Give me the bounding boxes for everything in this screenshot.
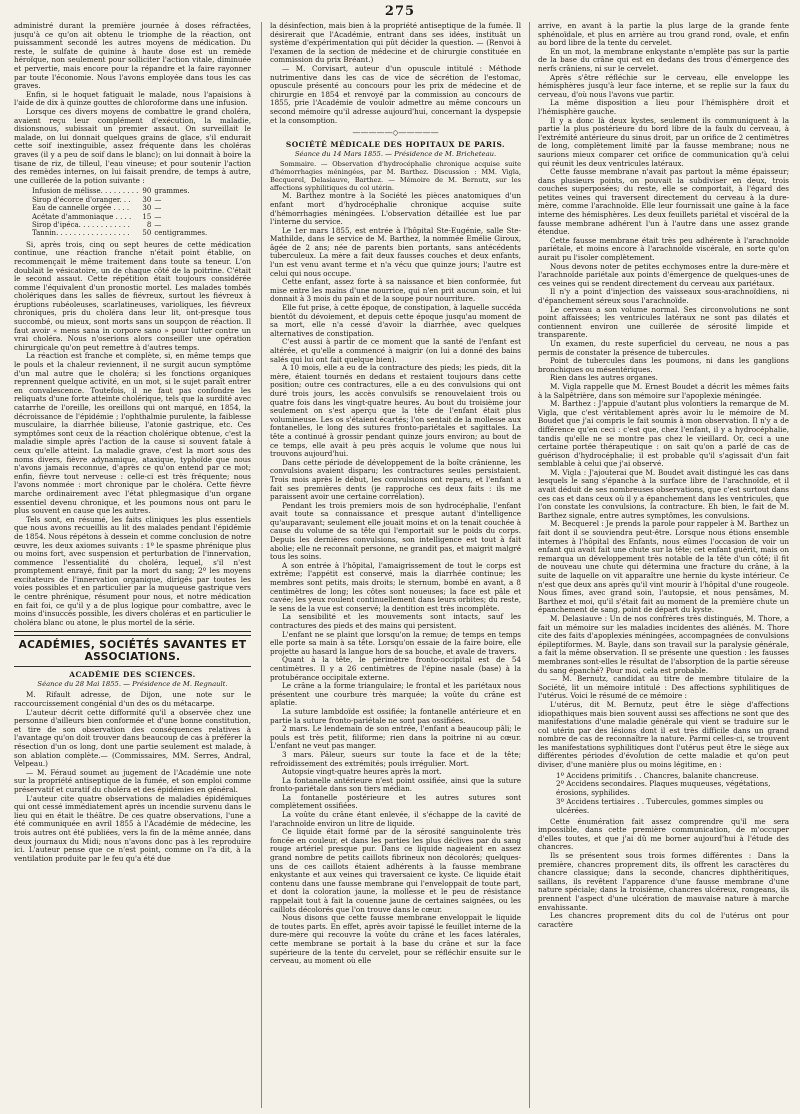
- paragraph: M. Barthez montre à la Société les pièces anatomiques d'un enfant mort d'hydrocéphalie chronique acquise suite d'hémorrhagies méningées. L'observation détaillée est lue par l'interne du service.: [270, 191, 521, 227]
- paragraph: — M. Féraud soumet au jugement de l'Académie une note sur la propriété antiseptique de la fumée, et son emploi comme préservatif et curatif du choléra et des épidémies en général.: [14, 767, 251, 794]
- ingredient: Acétate d'ammoniaque . . . .: [32, 212, 132, 221]
- paragraph: arrive, en avant à la partie la plus large de la grande fente sphénoïdale, et plus en arrière au trou grand rond, ovale, et enfin au bord libre de la tente du cervelet.: [538, 22, 789, 48]
- paragraph: Enfin, si le hoquet fatiguait le malade, nous l'apaisions à l'aide de dix à quinze gouttes de chloroforme dans une infusion.: [14, 89, 251, 108]
- paragraph: M. Vigla : J'ajouterai que M. Boudet avait distingué les cas dans lesquels le sang s'épanche à la surface libre de l'arachnoïde, et il avait déduit de ses nombreuses observations, que c'est surtout dans ces cas et dans ceux où il y a épanchement dans les ventricules, que l'on constate les convulsions, la contracture. Eh bien, le fait de M. Barthez signale, entre autres symptômes, les convulsions.: [538, 467, 789, 520]
- prescription-row: [32, 221, 211, 229]
- paragraph: Quant à la tête, le périmètre fronto-occipital est de 54 centimètres. Il y a 26 centimètres de l'épine nasale (base) à la protubérance occipitale externe.: [270, 655, 521, 682]
- unit: —: [154, 220, 162, 229]
- paragraph: 2 mars. Le lendemain de son entrée, l'enfant a beaucoup pâli; le pouls est très petit, filiforme; rien dans la poitrine ni au cœur. L'enfant ne veut pas manger.: [270, 724, 521, 751]
- paragraph: L'enfant ne se plaint que lorsqu'on la remue; de temps en temps elle porte sa main à sa tête. Lorsqu'on essaie de la faire boire, elle projette au hasard la langue hors de sa bouche, et avale de travers.: [270, 629, 521, 656]
- paragraph: La suture lambdoïde est ossifiée; la fontanelle antérieure et en partie la suture fronto-pariétale ne sont pas ossifiées.: [270, 706, 521, 725]
- paragraph: En un mot, la membrane enkystante n'emplète pas sur la partie de la base du crâne qui est en dedans des trous d'émergence des nerfs crâniens, ni sur le cervelet.: [538, 46, 789, 73]
- quantity: 15: [142, 212, 152, 221]
- ingredient: Sirop d'ipéca. . . . . . . . . . . .: [32, 220, 130, 229]
- paragraph: Les chancres proprement dits du col de l'utérus ont pour caractère: [538, 911, 789, 929]
- paragraph: Cette enfant, assez forte à sa naissance et bien conformée, fut mise entre les mains d'une nourrice, qui n'en prit aucun soin, et lui donnait à 3 mois du pain et de la soupe pour nourriture.: [270, 277, 521, 304]
- paragraph: M. Vigla rappelle que M. Ernest Boudet a décrit les mêmes faits à la Salpêtrière, dans son mémoire sur l'apoplexie méningée.: [538, 381, 789, 400]
- paragraph: L'utérus, dit M. Bernutz, peut être le siège d'affections idiopathiques mais bien souvent aussi ses affections ne sont que des manifestations d'une maladie générale qui vient se traduire sur le col utérin par des lésions dont il est très difficile dans un grand nombre de cas de reconnaître la nature. Parmi celles-ci, se trouvent les manifestations syphilitiques dont l'utérus peut être le siège aux différentes périodes d'évolution de cette maladie et qu'on peut diviser, d'une manière plus ou moins légitime, en :: [538, 699, 789, 770]
- quantity: 90: [142, 187, 152, 196]
- subsection-heading: ACADÉMIE DES SCIENCES.: [69, 670, 196, 680]
- paragraph: — M. Corvisart, auteur d'un opuscule intitulé : Méthode nutrimentive dans les cas de vice de sécrétion de l'estomac, opuscule présenté au concours pour les prix de médecine et de chirurgie en 1854 et renvoyé par la commission au concours de 1855, prie l'Académie de vouloir admettre au même concours un second mémoire qu'il adresse aujourd'hui, concernant la dyspepsie et la consomption.: [270, 63, 521, 125]
- unit: centigrammes.: [154, 229, 208, 238]
- unit: —: [154, 212, 162, 221]
- prescription-row: [32, 187, 211, 195]
- paragraph: Cette énumération fait assez comprendre qu'il me sera impossible, dans cette première communication, de m'occuper d'elles toutes, et que j'ai dû me borner aujourd'hui à l'étude des chancres.: [538, 816, 789, 852]
- paragraph: Cette fausse membrane était très peu adhérente à l'arachnoïde pariétale, et moins encore à l'arachnoïde viscérale, en sorte qu'on aurait pu l'isoler complètement.: [538, 235, 789, 263]
- paragraph: Le crâne a la forme triangulaire; le frontal et les pariétaux nous présentent une courbure très marquée; la voûte du crâne est aplatie.: [270, 681, 521, 708]
- quantity: 50: [142, 229, 152, 238]
- column-left: [14, 22, 251, 1108]
- paragraph: L'auteur décrit cette difformité qu'il a observée chez une personne d'ailleurs bien conformée et d'une bonne constitution, et tire de son observation des conséquences relatives à l'avantage qu'on doit trouver dans beaucoup de cas à préférer la résection d'un os long, dont une partie seulement est malade, à son ablation complète.— (Commissaires, MM. Serres, Andral, Velpeau.): [14, 707, 251, 769]
- prescription-row: [32, 229, 211, 237]
- paragraph: Nous disons que cette fausse membrane enveloppait le liquide de toutes parts. En effet, après avoir tapissé le feuillet interne de la dure-mère qui recouvre la voûte du crâne et les faces latérales, cette membrane se portait à la base du crâne et sur la face supérieure de la tente du cervelet, pour se réfléchir ensuite sur le cerveau, au moment où elle: [270, 913, 521, 966]
- paragraph: Il n'y a point d'injection des vaisseaux sous-arachnoïdiens, ni d'épanchement séreux sous l'arachnoïde.: [538, 287, 789, 305]
- paragraph: L'auteur cite quatre observations de maladies épidémiques qui ont cessé immédiatement après un incendie survenu dans le lieu qui en était le théâtre. De ces quatre observations, l'une a été communiquée en avril 1855 à l'Académie de médecine, les trois autres ont été publiées, vers la fin de la même année, dans deux journaux du Midi; nous n'avons donc pas à les reproduire ici. L'auteur pense que ce n'est point, comme on l'a dit, à la ventilation produite par le feu qu'a été due: [14, 793, 251, 863]
- prescription-row: [32, 196, 211, 204]
- column-middle: [270, 22, 521, 1108]
- list-item: 2º Accidens secondaires. Plaques muqueuses, végétations, érosions, syphilides.: [556, 779, 771, 798]
- paragraph: M. Rifault adresse, de Dijon, une note sur le raccourcissement congénial d'un des os du métacarpe.: [14, 690, 251, 709]
- prescription-table: [32, 187, 211, 237]
- paragraph: Si, après trois, cinq ou sept heures de cette médication continue, une réaction franche n'était point établie, on recommençait le même traitement dans toute sa teneur. L'on doublait le vésicatoire, un de chaque côté de la poitrine. C'était le second assaut. Cette répétition était toujours considérée comme l'équivalent d'un pronostic mortel. Les malades tombés cholériques dans les salles de fiévreux, surtout les fiévreux à éruptions rubéoleuses, scarlatineuses, varioliques, les fiévreux chroniques, pris du choléra dans leur lit, ont-presque tous succombé, ou mieux, sont morts sans un soupçon de réaction. Il faut avoir « mens sana in corpore sano » pour lutter contre un vrai choléra. Nous n'oserions alors conseiller une opération chirurgicale qu'on peut remettre à d'autres temps.: [14, 239, 251, 352]
- paragraph: Ils se présentent sous trois formes différentes : Dans la première, chancres proprement dits, ils offrent les caractères du chancre classique; dans la seconde, chancres diphthéritiques, saillans, ils revêtent l'apparence d'une fausse membrane d'une nature spéciale; dans la troisième, chancres ulcéreux, rongeans, ils prennent l'aspect d'une ulcération de mauvaise nature à marche envahissante.: [538, 851, 789, 912]
- paragraph: Cette fausse membrane n'avait pas partout la même épaisseur; dans plusieurs points, on pouvait la subdiviser en deux, trois couches superposées; du reste, elle se comportait, à l'égard des petites veines qui traversent directement du cerveau à la dure-mère, comme l'arachnoïde. Elle leur fournissait une gaîne à la face interne des hémisphères. Les deux feuillets pariétal et viscéral de la fausse membrane adhérent l'un à l'autre dans une assez grande étendue.: [538, 167, 789, 237]
- paragraph: La fontanelle postérieure et les autres sutures sont complètement ossifiées.: [270, 792, 521, 811]
- prescription-row: [32, 213, 211, 221]
- paragraph: M. Becquerel : Je prends la parole pour rappeler à M. Barthez un fait dont il se souviendra peut-être. Lorsque nous étions ensemble internes à l'hôpital des Enfants, nous eûmes l'occasion de voir un enfant qui avait fait une chute sur la tête; cet enfant guérit, mais on remarqua un développement très notable de la tête d'un côté; il fit de nouveau une chute qui détermina une fracture du crâne, à la suite de laquelle on vit apparaître une hernie du kyste intérieur. Ce n'est que deux ans après qu'il vint mourir à l'hôpital d'une rougeole. Nous fîmes, avec grand soin, l'autopsie, et nous pensâmes, M. Barthez et moi, qu'il s'était fait au moment de la première chute un épanchement de sang, point de départ du kyste.: [538, 519, 789, 615]
- paragraph: La sensibilité et les mouvements sont intacts, sauf les contractures des pieds et des mains qui persistent.: [270, 612, 521, 630]
- ingredient: Tannin. . . . . . . . . . . . . . . . .: [32, 229, 130, 238]
- paragraph: Dans cette période de développement de la boîte crânienne, les convulsions avaient disparu; les contractures seules persistaient. Trois mois après le début, les convulsions ont reparu, et l'enfant a fait ses premières dents (je rapproche ces deux faits : ils me paraissent avoir une certaine corrélation).: [270, 457, 521, 502]
- unit: grammes.: [154, 187, 190, 196]
- paragraph: Autopsie vingt-quatre heures après la mort.: [282, 767, 442, 777]
- list-item: 3º Accidens tertiaires . . Tubercules, gommes simples ou ulcérées.: [556, 797, 764, 815]
- paragraph: La voûte du crâne étant enlevée, il s'échappe de la cavité de l'arachnoïde environ un litre de liquide.: [270, 810, 521, 828]
- paragraph: Tels sont, en résumé, les faits cliniques les plus essentiels que nous avons recueillis au lit des malades pendant l'épidémie de 1854. Nous répétons à dessein et comme conclusion de notre œuvre, les deux axiomes suivants : 1º le spasme phrénique plus ou moins fort, avec suspension et perturbation de l'innervation, commence l'essentialité du choléra, lequel, s'il n'est promptement enrayé, finit par la mort du sang; 2º les moyens excitateurs de l'innervation organique, dirigés par toutes les voies possibles et en particulier par la muqueuse gastrique vers le centre phrénique, résument pour nous, et notre médication en fait foi, ce qu'il y a de plus logique pour combattre, avec le moins d'insuccès possible, les divers choléras et en particulier le choléra blanc ou atone, le plus mortel de la série.: [14, 514, 251, 627]
- paragraph: Le cerveau a son volume normal. Ses circonvolutions ne sont point affaissées; les ventricules latéraux ne sont pas dilatés et contiennent environ une cuillerée de sérosité limpide et transparente.: [538, 304, 789, 340]
- unit: —: [154, 204, 162, 213]
- paragraph: Pendant les trois premiers mois de son hydrocéphalie, l'enfant avait toute sa connaissance et presque autant d'intelligence qu'auparavant; seulement elle jouait moins et on la tenait couchée à cause du volume de sa tête qui l'emportait sur le poids du corps. Depuis les dernières convulsions, son intelligence est tout à fait abolie; elle ne reconnaît personne, ne grandit pas, et maigrit malgré tous les soins.: [270, 500, 521, 562]
- paragraph: Rien dans les autres organes.: [550, 373, 658, 383]
- paragraph: administré durant la première journée à doses réfractées, jusqu'à ce qu'on ait obtenu le triomphe de la réaction, ont puissamment secondé les autres moyens de médication. Du reste, le sulfate de quinine à haute dose est un remède héroïque, non seulement pour solliciter l'action vitale, diminuée et pervertie, mais encore pour la répandre et la faire rayonner par toute l'économie. Nous l'avons employée dans tous les cas graves.: [14, 22, 251, 91]
- paragraph: Point de tubercules dans les poumons, ni dans les ganglions bronchiques ou mésentériques.: [538, 356, 789, 374]
- section-heading: ACADÉMIES, SOCIÉTÉS SAVANTES ET ASSOCIATIONS.: [18, 639, 247, 664]
- paragraph: La fontanelle antérieure n'est point ossifiée, ainsi que la suture fronto-pariétale dans son tiers médian.: [270, 775, 521, 794]
- paragraph: 3 mars. Pâleur, sueurs sur toute la face et de la tête; refroidissement des extrémités; pouls irrégulier. Mort.: [270, 749, 521, 768]
- session-line: Séance du 14 Mars 1855. — Présidence de M. Bricheteau.: [294, 150, 497, 159]
- paragraph: M. Barthez : J'appuie d'autant plus volontiers la remarque de M. Vigla, que c'est véritablement après avoir lu le mémoire de M. Boudet que j'ai compris le fait soumis à mon observation. Il n'y a de différence qu'en ceci : c'est que, chez l'enfant, il y a hydrocéphalie, tandis qu'elle ne se montre pas chez le vieillard. Or, ceci a une certaine portée thérapeutique : on sait qu'on a parlé de cas de guérison d'hydrocéphalie; il est probable qu'il s'agissait d'un fait semblable à celui que j'ai observé.: [538, 399, 789, 469]
- prescription-row: [32, 204, 211, 212]
- heading-rule: [14, 666, 251, 667]
- section-divider: [14, 631, 251, 636]
- paragraph: C'est aussi à partir de ce moment que la santé de l'enfant est altérée, et qu'elle a commencé à maigrir (on lui a donné des bains salés qui lui ont fait quelque bien).: [270, 337, 521, 364]
- ornament-divider: —————◇—————: [352, 128, 439, 138]
- paragraph: Ce liquide était formé par de la sérosité sanguinolente très foncée en couleur, et dans les parties les plus déclives par du sang rouge artériel presque pur. Dans ce liquide nageaient en assez grand nombre de petits caillots fibrineux non décolorés; quelques-uns de ces caillots étaient adhérents à la fausse membrane enkystante et aux veines qui traversaient ce kyste. Ce liquide était contenu dans une fausse membrane qui l'enveloppait de toute part, et dont la coloration jaune, la mollesse et le peu de résistance rappelait tout à fait la couenne jaune de certaines saignées, ou les caillots décolorés que l'on trouve dans le cœur.: [270, 827, 521, 914]
- paragraph: Il y a donc là deux kystes, seulement ils communiquent à la partie la plus postérieure du bord libre de la faulx du cerveau, à l'extrémité antérieure du sinus droit, par un orifice de 2 centimètres de long, complètement limité par la fausse membrane; nous ne saurions mieux comparer cet orifice de communication qu'à celui qui réunit les deux ventricules latéraux.: [538, 115, 789, 168]
- ingredient: Eau de cannelle orgée . . . .: [32, 204, 130, 213]
- paragraph: A 10 mois, elle a eu de la contracture des pieds; les pieds, dit la mère, étaient tournés en dedans et restaient toujours dans cette position; outre ces contractures, elle a eu des convulsions qui ont duré trois jours, les accès convulsifs se renouvelaient trois ou quatre fois dans les vingt-quatre heures. Au bout du troisième jour seulement on s'est aperçu que la tête de l'enfant était plus volumineuse. Les os s'étaient écartés; l'on sentait de la mollesse aux fontanelles, le long des sutures fronto-pariétales et sagittales. La tête a continué à grossir pendant quinze jours environ; au bout de ce temps, elle avait à peu près acquis le volume que nous lui trouvons aujourd'hui.: [270, 363, 521, 459]
- unit: —: [154, 195, 162, 204]
- ingredient: Sirop d'écorce d'oranger. . .: [32, 195, 131, 204]
- paragraph: la désinfection, mais bien à la propriété antiseptique de la fumée. Il désirerait que l'Académie, entrant dans ses idées, instituât un système d'expérimentation qui pût décider la question. — (Renvoi à l'examen de la section de médecine et de chirurgie constituée en commission du prix Bréant.): [270, 22, 521, 65]
- paragraph: A son entrée à l'hôpital, l'amaigrissement de tout le corps est extrême; l'appétit est conservé, mais la diarrhée continue; les membres sont petits, mais droits; le sternum, bombé en avant, a 8 centimètres de long; les côtes sont noueuses; la face est pâle et cavée; les yeux roulent continuellement dans leurs orbites; du reste, le sens de la vue est conservé; la dentition est très incomplète.: [270, 560, 521, 613]
- quantity: 30: [142, 195, 152, 204]
- accident-list: [556, 772, 789, 816]
- ingredient: Infusion de mélisse. . . . . . . . .: [32, 187, 139, 196]
- paragraph: Elle fut prise, à cette époque, de constipation, à laquelle succéda bientôt du dévoiement, et depuis cette époque jusqu'au moment de sa mort, elle n'a cessé d'avoir la diarrhée, avec quelques alternatives de constipation.: [270, 303, 521, 338]
- paragraph: La même disposition a lieu pour l'hémisphère droit et l'hémisphère gauche.: [538, 98, 789, 116]
- column-right: [538, 22, 789, 1108]
- column-rule: [261, 22, 262, 1108]
- summary: Sommaire. — Observation d'hydrocéphalie chronique acquise suite d'hémorrhagies méningées, par M. Barthez. Discussion : MM. Vigla, Becquerel, Delasiauve, Barthez. — Mémoire de M. Bernutz, sur les affections syphilitiques du col utérin.: [270, 160, 521, 192]
- column-rule: [529, 22, 530, 1108]
- paragraph: Lorsque ces divers moyens de combattre le grand choléra, avaient reçu leur complément d'exécution, la maladie, disionsnous, subissait un premier assaut. On surveillait le malade, on lui donnait quelques grains de glace, s'il endurait cette soif inextinguible, assez fréquente dans les choléras graves (il y a peu de soif dans le blanc); on lui donnait à boire la tisane de riz, de tilleul, l'eau vineuse; et pour soutenir l'action des remèdes internes, on lui faisait prendre, de temps à autre, une cuillerée de la potion suivante :: [14, 106, 251, 185]
- session-line: Séance du 28 Mai 1855. — Présidence de M. Regnault.: [37, 680, 228, 689]
- quantity: 8: [146, 220, 152, 229]
- list-item: 1º Accidens primitifs . . Chancres, balanite chancreuse.: [556, 770, 759, 780]
- paragraph: M. Delasiauve : Un de nos confrères très distingués, M. Thore, a fait un mémoire sur les maladies incidentes des aliénés. M. Thore cite des faits d'apoplexies méningées, accompagnées de convulsions épileptiformes. M. Bayle, dans son travail sur la paralysie générale, a fait la même observation. Il se présente une question : les fausses membranes sont-elles le résultat de l'absorption de la partie séreuse du sang épanché? Pour moi, cela est probable.: [538, 613, 789, 675]
- paragraph: La réaction est franche et complète, si, en même temps que le pouls et la chaleur reviennent, il ne surgit aucun symptôme d'un mal autre que le choléra; si les fonctions organiques reprennent quelque activité, en un mot, si le sujet paraît entrer en convalescence. Toutefois, il ne faut pas confondre les reliquats d'une forte atteinte cholérique, tels que la surdité avec catarrhe de l'oreille, les oreillons qui ont marqué, en 1854, la décroissance de l'épidémie ; l'ophthalmie purulente, la faiblesse musculaire, la diarrhée bilieuse, l'atonie gastrique, etc. Ces symptômes sont ceux de la réaction cholérique obtenue, c'est la maladie simple après l'action de la cause si souvent fatale à ceux qu'elle atteint. La maladie grave, c'est la mort sous des noms divers, fièvre adynamique, ataxique, typhoïde que nous n'avons jamais reconnue, d'après ce qu'on entend par ce mot; enfin, fièvre tout nerveuse : celle-ci est très fréquente; nous l'avons nommée : mort chronique par le choléra. Cette fièvre marche ordinairement avec l'état phlegmasique d'un organe essentiel devenu chronique, et les poumons nous ont paru le plus souvent en cause que les autres.: [14, 351, 251, 516]
- page-number: 275: [384, 4, 416, 19]
- subsection-heading: SOCIÉTÉ MÉDICALE DES HOPITAUX DE PARIS.: [285, 140, 506, 150]
- paragraph: Le 1er mars 1855, est entrée à l'hôpital Ste-Eugénie, salle Ste-Mathilde, dans le service de M. Barthez, la nommée Emélie Giroux, âgée de 2 ans; née de parents bien portants, sans antécédents tuberculeux. La mère a fait deux fausses couches et deux enfants, l'un est venu avant terme et n'a vécu que quinze jours; l'autre est celui qui nous occupe.: [270, 225, 521, 278]
- paragraph: Un examen, du reste superficiel du cerveau, ne nous a pas permis de constater la présence de tubercules.: [538, 338, 789, 357]
- paragraph: Après s'être réfléchie sur le cerveau, elle enveloppe les hémisphères jusqu'à leur face interne, et se replie sur la faux du cerveau, d'où nous l'avons vue partir.: [538, 72, 789, 99]
- quantity: 30: [142, 204, 152, 213]
- paragraph: — M. Bernutz, candidat au titre de membre titulaire de la Société, lit un mémoire intitulé : Des affections syphilitiques de l'utérus. Voici le résumé de ce mémoire :: [538, 674, 789, 701]
- paragraph: Nous devons noter de petites ecchymoses entre la dure-mère et l'arachnoïde pariétale aux points d'émergence de quelques-unes de ces veines qui se rendent directement du cerveau aux pariétaux.: [538, 261, 789, 288]
